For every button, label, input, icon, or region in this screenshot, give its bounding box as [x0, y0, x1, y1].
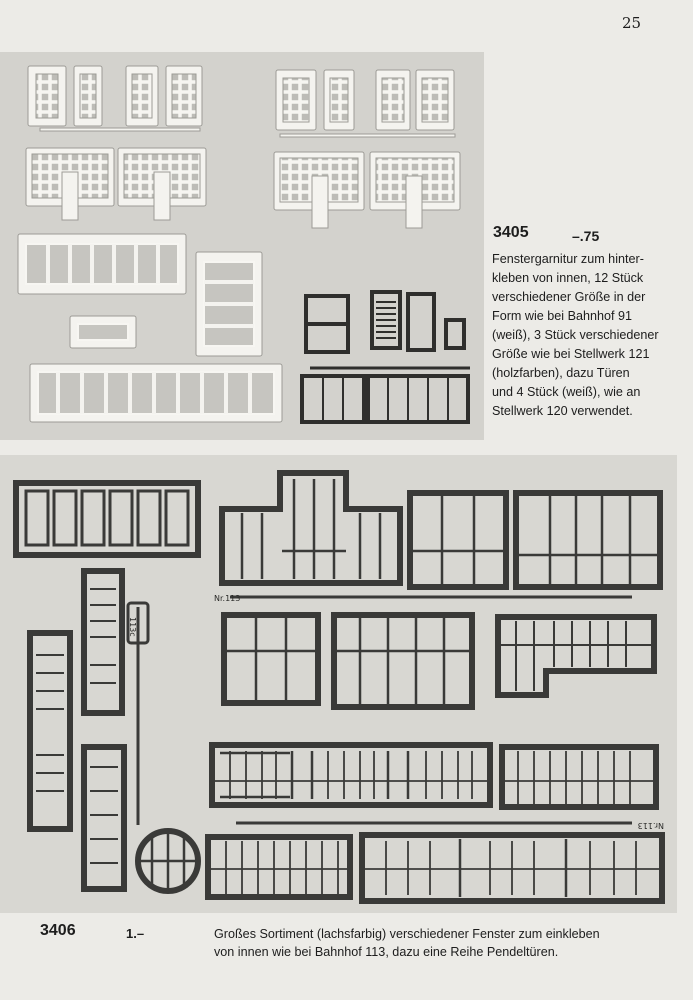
product-photo-3405 — [0, 52, 484, 440]
description-line: und 4 Stück (weiß), wie an — [492, 385, 641, 399]
description-line: Fenstergarnitur zum hinter- — [492, 252, 644, 266]
product-description-3405 — [492, 250, 666, 421]
description-line: (weiß), 3 Stück verschiedener — [492, 328, 659, 342]
product-number-3406: 3406 — [40, 922, 76, 939]
product-price-3406: 1.– — [126, 926, 145, 941]
sprue-label: Nr.113 — [637, 821, 664, 830]
sprue-label: 113c — [128, 617, 137, 637]
description-line: kleben von innen, 12 Stück — [492, 271, 644, 285]
product-photo-3406 — [0, 455, 677, 913]
description-line: von innen wie bei Bahnhof 113, dazu eine Reihe Pendeltüren. — [214, 945, 559, 959]
description-line: Größe wie bei Stellwerk 121 — [492, 347, 650, 361]
description-line: Stellwerk 120 verwendet. — [492, 404, 633, 418]
product-number-3405: 3405 — [493, 224, 529, 241]
window-frames-illustration-3405 — [0, 52, 484, 440]
sprue-label: Nr.113 — [214, 594, 241, 603]
page-number: 25 — [622, 14, 642, 32]
product-price-3405: –.75 — [572, 228, 600, 244]
description-line: (holzfarben), dazu Türen — [492, 366, 630, 380]
description-line: verschiedener Größe in der — [492, 290, 646, 304]
product-description-3406 — [214, 925, 654, 961]
description-line: Großes Sortiment (lachsfarbig) verschiedener Fenster zum einkleben — [214, 927, 600, 941]
description-line: Form wie bei Bahnhof 91 — [492, 309, 633, 323]
window-frames-illustration-3406 — [0, 455, 677, 913]
